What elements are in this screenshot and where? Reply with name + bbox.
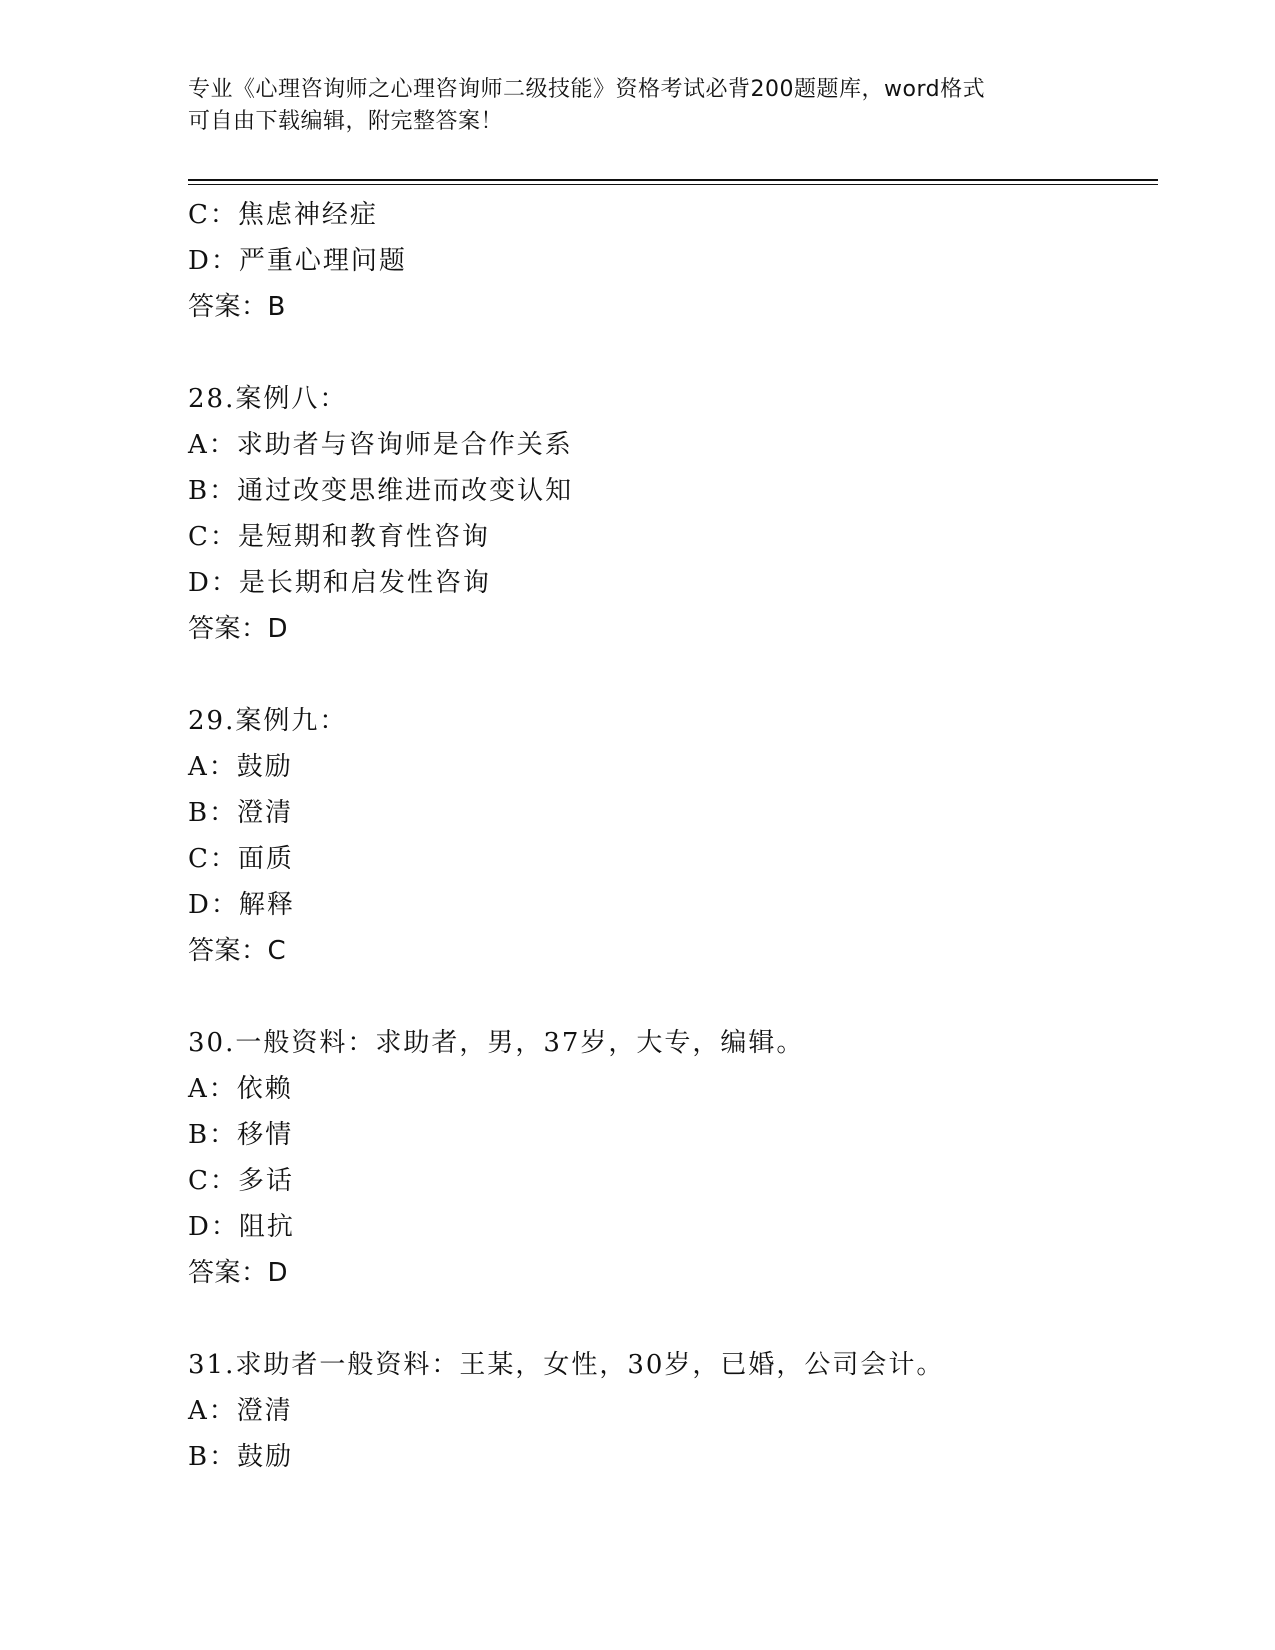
question-title: 29.案例九： (188, 706, 348, 736)
option-d: D：阻抗 (188, 1212, 295, 1242)
option-b: B：移情 (188, 1120, 294, 1150)
option-c: C：面质 (188, 844, 294, 874)
option-d: D：是长期和启发性咨询 (188, 568, 491, 598)
option-b: B：澄清 (188, 798, 294, 828)
header-line-1: 专业《心理咨询师之心理咨询师二级技能》资格考试必背200题题库，word格式 (188, 77, 986, 102)
question-list (188, 192, 1148, 1480)
option-c: C：是短期和教育性咨询 (188, 522, 490, 552)
document-header (188, 74, 1088, 138)
question-block-28 (188, 376, 1148, 652)
answer: 答案：D (188, 1258, 289, 1288)
option-c: C：多话 (188, 1166, 294, 1196)
option-b: B：鼓励 (188, 1442, 294, 1472)
answer: 答案：B (188, 292, 286, 322)
option-a: A：依赖 (188, 1074, 293, 1104)
question-block-31 (188, 1342, 1148, 1480)
question-title: 28.案例八： (188, 384, 348, 414)
option-a: A：求助者与咨询师是合作关系 (188, 430, 573, 460)
option-a: A：澄清 (188, 1396, 293, 1426)
question-title: 30.一般资料：求助者，男，37岁，大专，编辑。 (188, 1028, 805, 1058)
header-divider (188, 179, 1158, 181)
option-d: D：解释 (188, 890, 295, 920)
question-block-29 (188, 698, 1148, 974)
option-b: B：通过改变思维进而改变认知 (188, 476, 574, 506)
option-d: D：严重心理问题 (188, 246, 407, 276)
question-block-27 (188, 192, 1148, 330)
answer: 答案：D (188, 614, 289, 644)
question-title: 31.求助者一般资料：王某，女性，30岁，已婚，公司会计。 (188, 1350, 945, 1380)
question-block-30 (188, 1020, 1148, 1296)
answer: 答案：C (188, 936, 287, 966)
option-c: C：焦虑神经症 (188, 200, 378, 230)
option-a: A：鼓励 (188, 752, 293, 782)
header-line-2: 可自由下载编辑，附完整答案！ (188, 109, 504, 134)
header-divider-thin (188, 184, 1158, 185)
